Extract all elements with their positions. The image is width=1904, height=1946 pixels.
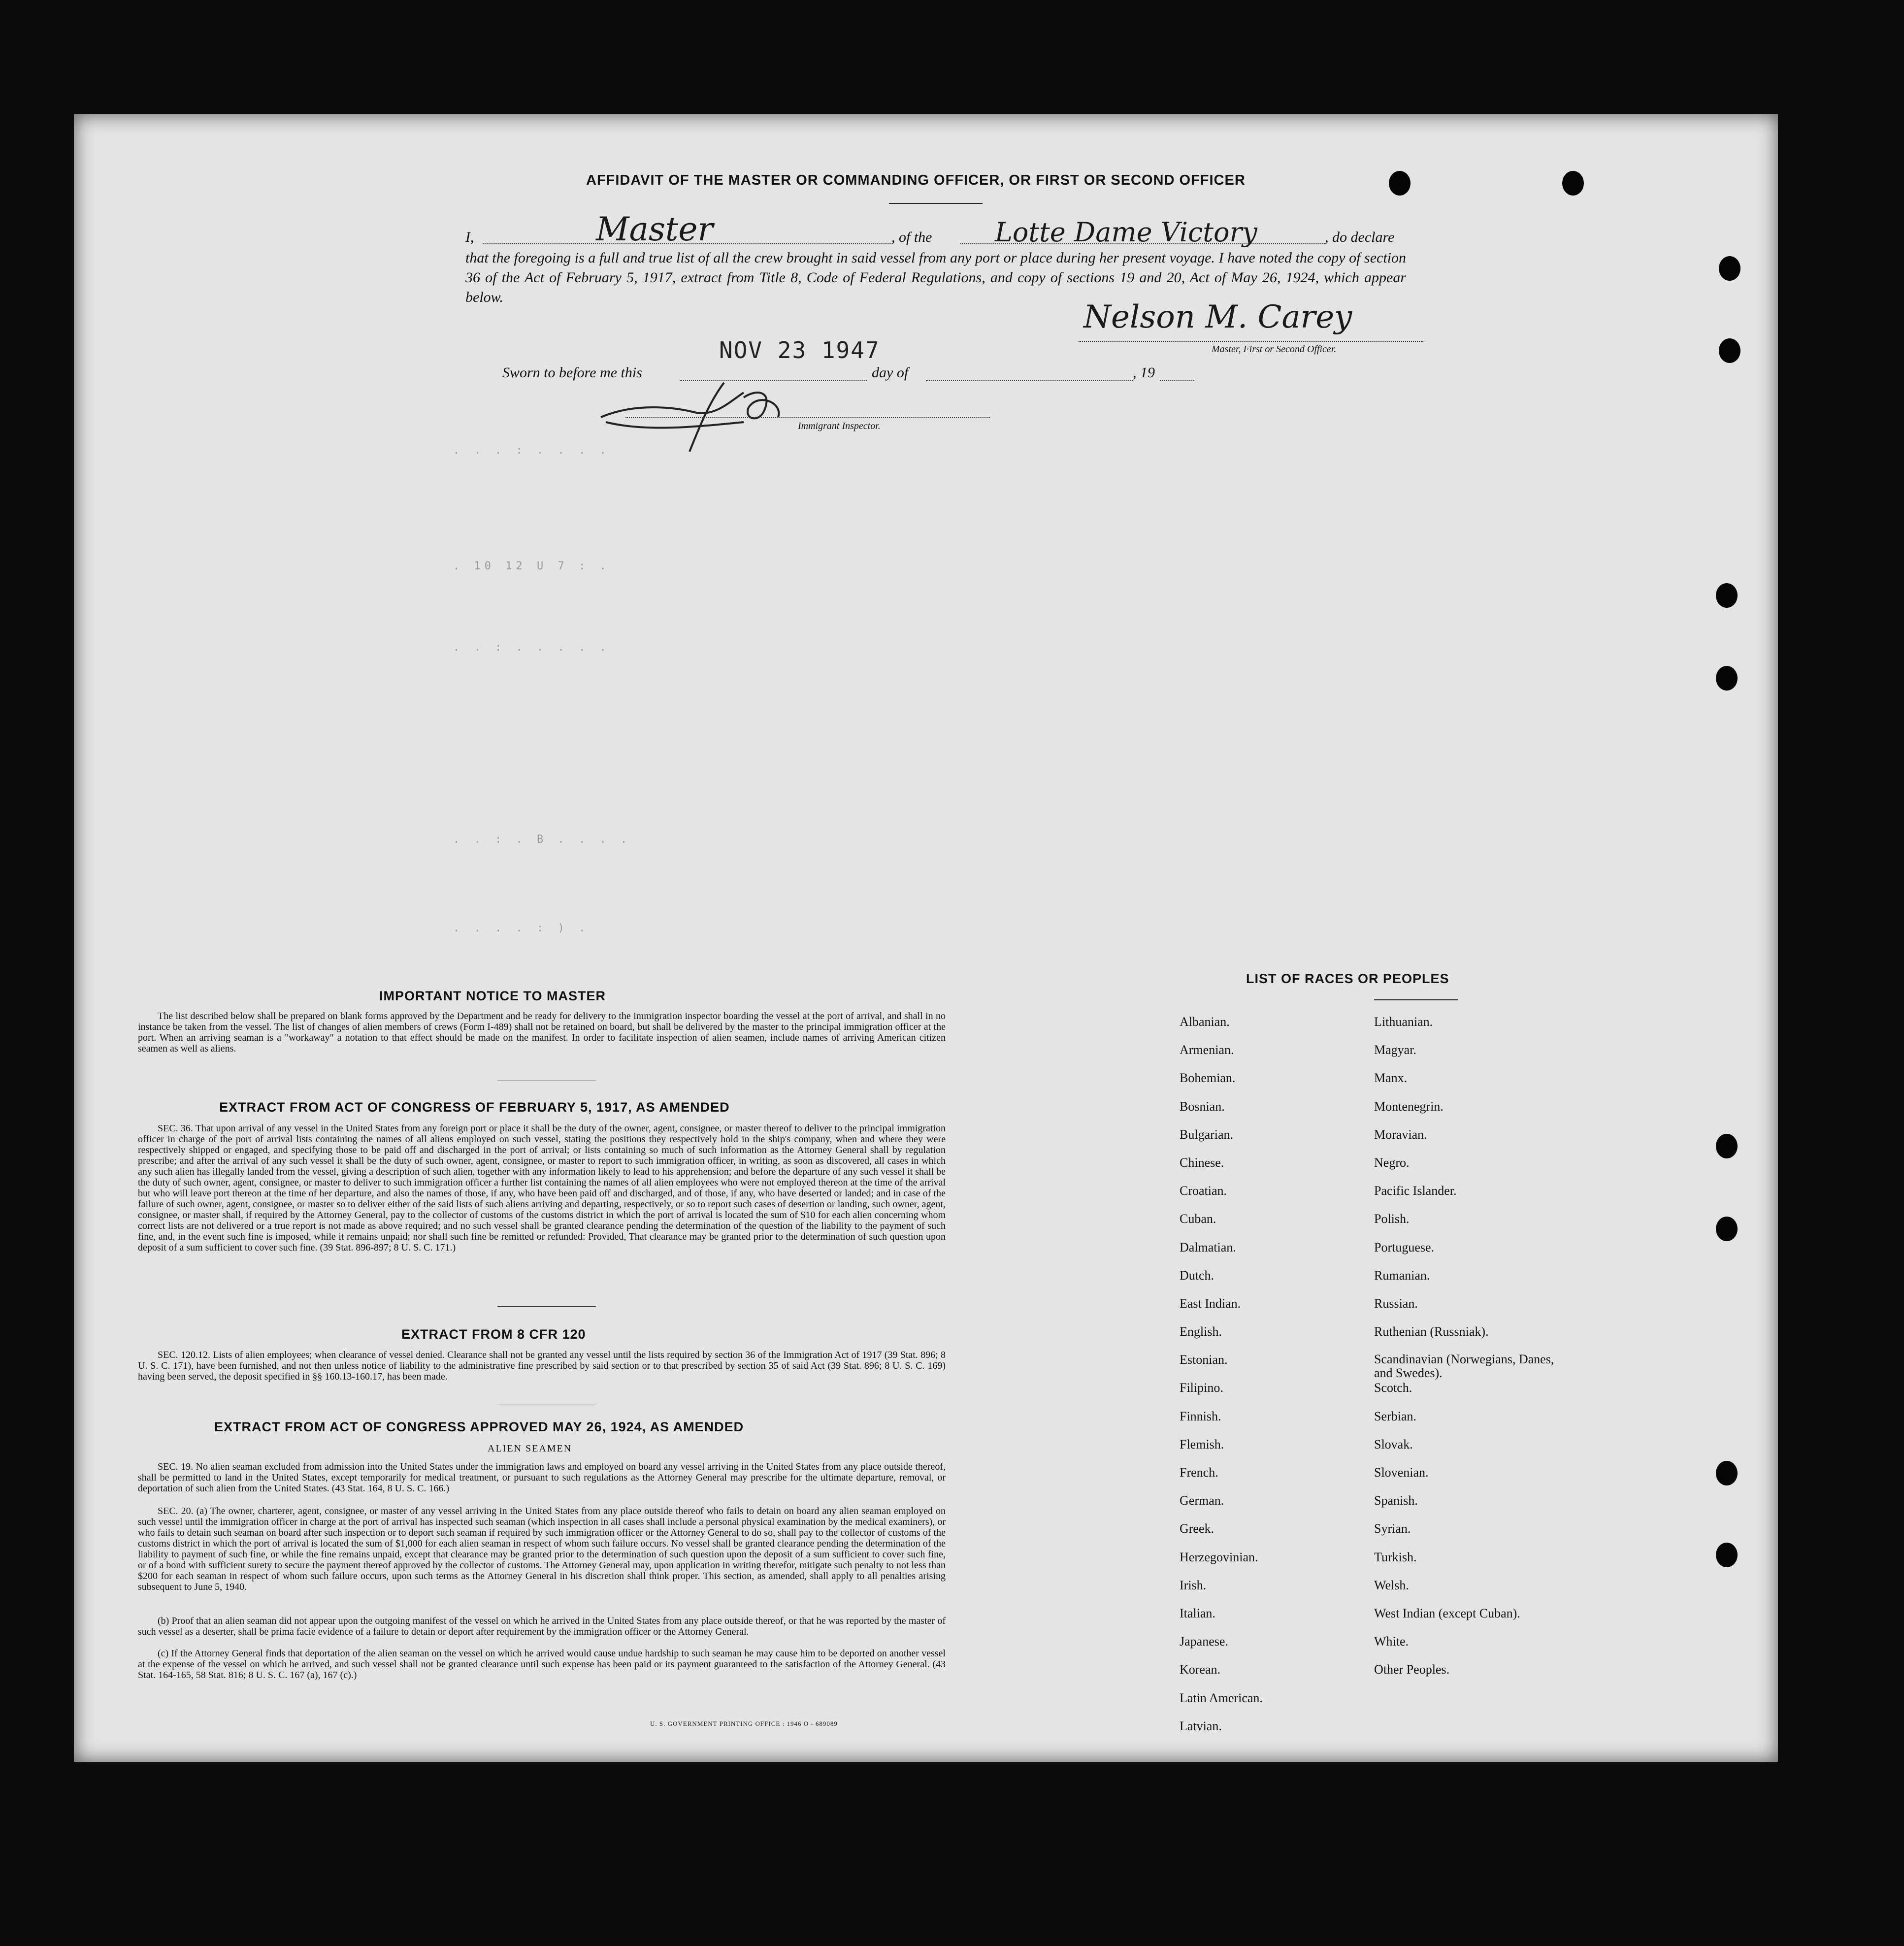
race-entry: Japanese.: [1180, 1634, 1228, 1649]
race-entry: Dutch.: [1180, 1268, 1215, 1283]
do-declare-label: , do declare: [1325, 229, 1395, 245]
printing-office-footer: U. S. GOVERNMENT PRINTING OFFICE : 1946 O - 689089: [650, 1720, 838, 1727]
race-entry: Scotch.: [1374, 1381, 1412, 1395]
race-entry: Filipino.: [1180, 1381, 1223, 1395]
handwritten-rank: Master: [596, 210, 713, 248]
race-entry: Armenian.: [1180, 1043, 1234, 1057]
sworn-year-line: [1160, 380, 1194, 381]
race-entry: Spanish.: [1374, 1493, 1418, 1508]
inspector-signature: [596, 373, 832, 457]
race-entry: East Indian.: [1180, 1296, 1241, 1311]
race-entry: Slovak.: [1374, 1437, 1413, 1451]
races-title-underline: [1374, 999, 1458, 1000]
race-entry: Other Peoples.: [1374, 1662, 1450, 1677]
race-entry: Finnish.: [1180, 1409, 1221, 1423]
race-entry: Rumanian.: [1374, 1268, 1430, 1283]
race-entry: Flemish.: [1180, 1437, 1224, 1451]
extract-1924-sec19: SEC. 19. No alien seaman excluded from admission into the United States under the immigration laws and employed on board any vessel arriving in the United States from any place outside thereof, shall be permitted to land in the United States, except temporarily for medical treatment, or pursuant to such regulations as the Attorney General may prescribe for the ultimate departure, removal, or deportation of such alien from the United States. (43 Stat. 164, 8 U. S. C. 166.): [138, 1461, 946, 1494]
race-entry: Estonian.: [1180, 1352, 1228, 1367]
race-entry: German.: [1180, 1493, 1224, 1508]
extract-cfr-title: EXTRACT FROM 8 CFR 120: [401, 1327, 586, 1342]
sworn-month-line: [926, 380, 1133, 381]
bleed-through-marks: . 10 12 U 7 : .: [453, 560, 610, 572]
race-entry: Dalmatian.: [1180, 1240, 1236, 1254]
bleed-through-marks: . . : . B . . . .: [453, 833, 631, 846]
race-entry: Bohemian.: [1180, 1071, 1236, 1086]
binder-hole: [1716, 1543, 1738, 1567]
race-entry: Chinese.: [1180, 1155, 1224, 1170]
binder-hole: [1716, 583, 1738, 608]
extract-1917-text: SEC. 36. That upon arrival of any vessel in the United States from any foreign port or place it shall be the duty of the owner, agent, consignee, or master thereof to deliver to the principal immigration officer in charge of the port of arrival lists containing the names of all aliens employed on such vessel, stating the positions they respectively hold in the ship's company, when and where they were respectively shipped or engaged, and specifying those to be paid off and discharged in the port of arrival; or lists containing so much of such information as the Attorney General shall by regulation prescribe; and after the arrival of any such vessel it shall be the duty of such owner, agent, consignee, or master to report to such immigration officer, in writing, as soon as discovered, all cases in which any such alien has illegally landed from the vessel, giving a description of such alien, together with any information likely to lead to his apprehension; and before the departure of any such vessel it shall be the duty of such owner, agent, consignee, or master to deliver to such immigration officer a further list containing the names of all alien employees who were not employed thereon at the time of the arrival but who will leave port thereon at the time of her departure, and also the names of those, if any, who have been paid off and discharged, and of those, if any, who have deserted or landed; and in case of the failure of such owner, agent, consignee, or master so to deliver either of the said lists of such aliens arriving and departing, respectively, or so to report such cases of desertion or landing, such owner, agent, consignee, or master shall, if required by the Attorney General, pay to the collector of customs of the customs district in which the port of arrival is located the sum of $10 for each alien concerning whom correct lists are not delivered or a true report is not made as above required; and no such vessel shall be granted clearance pending the determination of the question of the liability to the payment of such fine, and, in the event such fine is imposed, while it remains unpaid; nor shall such fine be remitted or refunded: Provided, That clearance may be granted prior to the determination of such question upon deposit of a sum sufficient to cover such fine. (39 Stat. 896-897; 8 U. S. C. 171.): [138, 1123, 946, 1253]
race-entry: Irish.: [1180, 1578, 1207, 1592]
race-entry: Manx.: [1374, 1071, 1408, 1086]
races-title: LIST OF RACES OR PEOPLES: [1246, 971, 1449, 986]
race-entry: Ruthenian (Russniak).: [1374, 1324, 1489, 1339]
of-the-label: , of the: [891, 229, 932, 245]
race-entry: Latvian.: [1180, 1718, 1222, 1733]
notice-title: IMPORTANT NOTICE TO MASTER: [379, 989, 606, 1003]
master-signature: Nelson M. Carey: [1083, 299, 1352, 335]
document-page: [74, 114, 1778, 1762]
race-entry: Moravian.: [1374, 1127, 1427, 1142]
master-signature-line: [1079, 341, 1423, 342]
race-entry: Montenegrin.: [1374, 1099, 1444, 1114]
race-entry: Korean.: [1180, 1662, 1221, 1677]
race-entry: Russian.: [1374, 1296, 1418, 1311]
affidavit-title: AFFIDAVIT OF THE MASTER OR COMMANDING OFFICER, OR FIRST OR SECOND OFFICER: [586, 172, 1246, 188]
inspector-line: [625, 417, 990, 418]
extract-1924-title: EXTRACT FROM ACT OF CONGRESS APPROVED MAY 26, 1924, AS AMENDED: [214, 1419, 744, 1434]
handwritten-vessel: Lotte Dame Victory: [995, 217, 1257, 248]
extract-1924-sec20c: (c) If the Attorney General finds that deportation of the alien seaman on the vessel on which he arrived would cause undue hardship to such seaman he may cause him to be deported on another vessel at the expense of the vessel on which he arrived, and such vessel shall not be granted clearance until such expense has been paid or its payment guaranteed to the satisfaction of the Attorney General. (43 Stat. 164-165, 58 Stat. 816; 8 U. S. C. 167 (a), 167 (c).): [138, 1648, 946, 1681]
day-of-label: day of: [872, 364, 909, 381]
race-entry: Croatian.: [1180, 1184, 1227, 1198]
race-entry: Turkish.: [1374, 1550, 1417, 1564]
extract-1924-sec20a: SEC. 20. (a) The owner, charterer, agent, consignee, or master of any vessel arriving in the United States from any place outside thereof who fails to detain on board any alien seaman employed on such vessel until the immigration officer in charge at the port of arrival has inspected such seaman (which inspection in all cases shall include a personal physical examination by the medical examiners), or who fails to detain such seaman on board after such inspection or to deport such seaman if required by such immigration officer or the Attorney General to do so, shall pay to the collector of customs of the customs district in which the port of arrival is located the sum of $1,000 for each alien seaman in respect of whom such failure occurs. No vessel shall be granted clearance pending the determination of the liability to payment of such fine, or while the fine remains unpaid, except that clearance may be granted prior to the determination of such question upon the deposit of a sum sufficient to cover such fine, or of a bond with sufficient surety to secure the payment thereof approved by the collector of customs. The Attorney General may, upon application in writing therefor, mitigate such penalty to not less than $200 for each seaman in respect of whom such failure occurs, upon such terms as the Attorney General in his discretion shall think proper. This section, as amended, shall apply to all penalties arising subsequent to June 5, 1940.: [138, 1506, 946, 1592]
binder-hole: [1716, 1461, 1738, 1485]
binder-hole: [1389, 171, 1411, 196]
notice-text: The list described below shall be prepared on blank forms approved by the Department and be ready for delivery to the immigration inspector boarding the vessel at the port of arrival, and shall in no instance be taken from the vessel. The list of changes of alien members of crews (Form I-489) shall not be retained on board, but shall be delivered by the master to the principal immigration officer at the port. When an arriving seaman is a "workaway" a notation to that effect should be made on the manifest. In order to facilitate inspection of alien seamen, include names of arriving American citizen seamen as well as aliens.: [138, 1011, 946, 1054]
races-column-1: [1180, 1015, 1263, 1747]
inspector-caption: Immigrant Inspector.: [798, 421, 881, 431]
binder-hole: [1562, 171, 1584, 196]
alien-seamen-subtitle: ALIEN SEAMEN: [488, 1443, 572, 1454]
binder-hole: [1719, 256, 1740, 281]
race-entry: Polish.: [1374, 1212, 1410, 1226]
i-label: I,: [465, 229, 474, 245]
race-entry: Slovenian.: [1374, 1465, 1429, 1480]
race-entry: Lithuanian.: [1374, 1015, 1433, 1029]
extract-1924-sec20b: (b) Proof that an alien seaman did not appear upon the outgoing manifest of the vessel on which he arrived in the United States from any place outside thereof, or that he was reported by the master of such vessel as a deserter, shall be prima facie evidence of a failure to detain or deport after requirement by the immigration officer or the Attorney General.: [138, 1616, 946, 1637]
races-column-2: [1374, 1015, 1561, 1691]
race-entry: Magyar.: [1374, 1043, 1416, 1057]
race-entry: French.: [1180, 1465, 1218, 1480]
race-entry: Cuban.: [1180, 1212, 1216, 1226]
race-entry: West Indian (except Cuban).: [1374, 1606, 1520, 1620]
race-entry: Herzegovinian.: [1180, 1550, 1258, 1564]
title-underline: [889, 203, 983, 204]
extract-cfr-text: SEC. 120.12. Lists of alien employees; when clearance of vessel denied. Clearance shall not be granted any vessel until the lists required by section 36 of the Immigration Act of 1917 (39 Stat. 896; 8 U. S. C. 171), have been furnished, and not then unless notice of liability to the administrative fine prescribed by said section or to that prescribed by section 35 of said Act (39 Stat. 896; 8 U. S. C. 169) having been served, the deposit specified in §§ 160.13-160.17, has been made.: [138, 1350, 946, 1382]
extract-1917-title: EXTRACT FROM ACT OF CONGRESS OF FEBRUARY 5, 1917, AS AMENDED: [219, 1100, 730, 1115]
race-entry: Welsh.: [1374, 1578, 1409, 1592]
race-entry: Serbian.: [1374, 1409, 1416, 1423]
bleed-through-marks: . . . : . . . .: [453, 444, 610, 457]
race-entry: Syrian.: [1374, 1521, 1411, 1536]
binder-hole: [1716, 1134, 1738, 1158]
race-entry: White.: [1374, 1634, 1409, 1649]
master-caption: Master, First or Second Officer.: [1212, 344, 1337, 355]
race-entry: Portuguese.: [1374, 1240, 1435, 1254]
date-stamp: NOV 23 1947: [719, 337, 880, 363]
race-entry: Greek.: [1180, 1521, 1215, 1536]
binder-hole: [1716, 666, 1738, 691]
affidavit-body: that the foregoing is a full and true list of all the crew brought in said vessel from any port or place during her present voyage. I have noted the copy of section 36 of the Act of February 5, 1917, extract from Title 8, Code of Federal Regulations, and copy of sections 19 and 20, Act of May 26, 1924, which appear below.: [465, 250, 1406, 305]
race-entry: Negro.: [1374, 1155, 1410, 1170]
bleed-through-marks: . . : . . . . .: [453, 641, 610, 654]
race-entry: Albanian.: [1180, 1015, 1230, 1029]
race-entry: Scandinavian (Norwegians, Danes, and Swedes).: [1374, 1352, 1554, 1381]
race-entry: Bosnian.: [1180, 1099, 1225, 1114]
race-entry: Bulgarian.: [1180, 1127, 1234, 1142]
sworn-label: Sworn to before me this: [502, 364, 642, 381]
year-label: , 19: [1133, 364, 1155, 381]
race-entry: English.: [1180, 1324, 1222, 1339]
binder-hole: [1716, 1217, 1738, 1241]
extract-1917-rule: [497, 1306, 596, 1307]
binder-hole: [1719, 338, 1740, 363]
bleed-through-marks: . . . . : ) .: [453, 922, 590, 934]
race-entry: Latin American.: [1180, 1690, 1263, 1705]
race-entry: Italian.: [1180, 1606, 1215, 1620]
race-entry: Pacific Islander.: [1374, 1184, 1457, 1198]
